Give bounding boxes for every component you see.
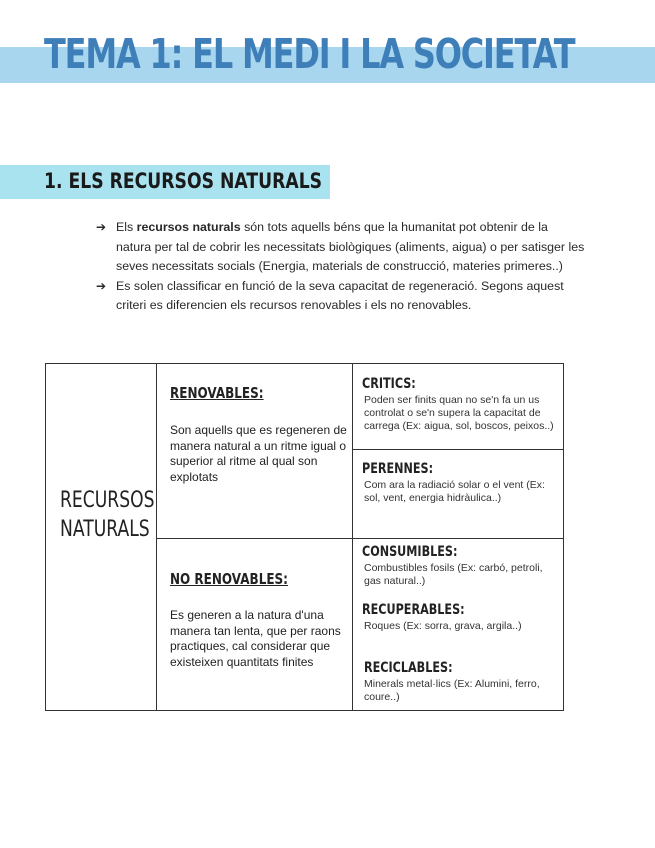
renovables-heading: RENOVABLES: <box>170 384 264 402</box>
bullet-text-part: són tots aquells béns que la humanitat pot obtenir de la natura per tal de cobrir les necessitats biològiques (aliments, aigua) o per satisger les seves necessitats socials (Energia, materials de construcció, materies primeres..) <box>116 220 585 273</box>
consumibles-description: Combustibles fosils (Ex: carbó, petroli, gas natural..) <box>364 562 543 587</box>
perennes-description: Com ara la radiació solar o el vent (Ex: sol, vent, energia hidràulica..) <box>364 479 545 504</box>
bullet-text <box>116 218 586 277</box>
main-label-line: NATURALS <box>60 517 150 542</box>
arrow-bullet-icon: ➔ <box>96 220 107 234</box>
bullet-text-part: Els <box>116 220 137 234</box>
table-divider <box>156 364 157 710</box>
bullet-bold-term: recursos naturals <box>136 220 241 234</box>
table-divider <box>352 364 353 710</box>
perennes-heading: PERENNES: <box>362 461 434 477</box>
main-category-label <box>60 486 155 544</box>
consumibles-heading: CONSUMIBLES: <box>362 544 458 560</box>
bullet-item <box>96 218 586 277</box>
critics-description: Poden ser finits quan no se'n fa un us controlat o se'n supera la capacitat de carrega (Ex: aigua, sol, boscos, peixos..) <box>364 394 554 432</box>
section-title: 1. ELS RECURSOS NATURALS <box>44 169 323 193</box>
recuperables-description: Roques (Ex: sorra, grava, argila..) <box>364 620 522 632</box>
reciclables-heading: RECICLABLES: <box>364 660 453 676</box>
page-title: TEMA 1: EL MEDI I LA SOCIETAT <box>44 30 575 78</box>
resources-table <box>45 363 564 711</box>
table-divider <box>352 449 563 450</box>
recuperables-heading: RECUPERABLES: <box>362 602 465 618</box>
bullet-list <box>96 218 586 316</box>
no-renovables-heading: NO RENOVABLES: <box>170 570 288 588</box>
arrow-bullet-icon: ➔ <box>96 278 107 293</box>
table-divider <box>156 538 563 539</box>
bullet-item <box>96 277 586 316</box>
reciclables-description: Minerals metal·lics (Ex: Alumini, ferro, coure..) <box>364 678 540 703</box>
critics-heading: CRITICS: <box>362 376 416 392</box>
no-renovables-description: Es generen a la natura d'una manera tan lenta, que per raons practiques, cal considerar que existeixen quantitats finites <box>170 608 341 669</box>
bullet-text: Es solen classificar en funció de la seva capacitat de regeneració. Segons aquest criteri es diferencien els recursos renovables i els no renovables. <box>116 278 564 312</box>
renovables-description: Son aquells que es regeneren de manera natural a un ritme igual o superior al ritme al qual son explotats <box>170 423 347 484</box>
main-label-line: RECURSOS <box>60 488 155 513</box>
